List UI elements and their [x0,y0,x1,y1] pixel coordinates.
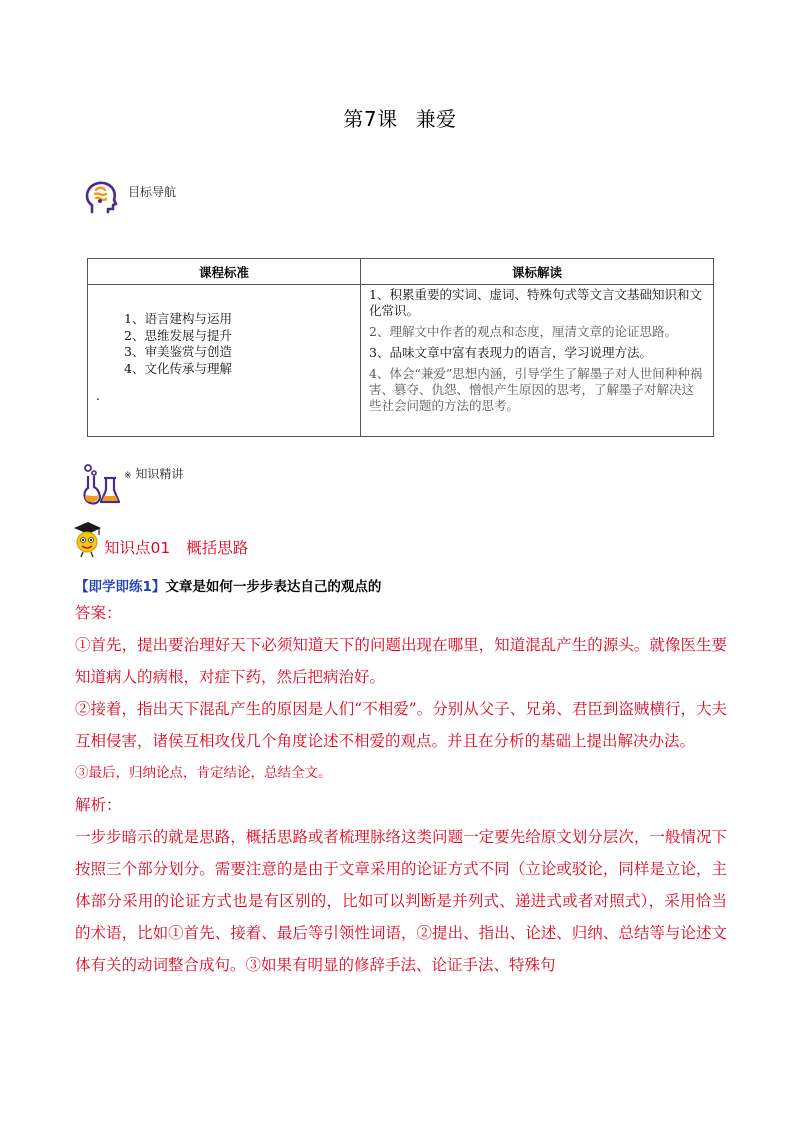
practice-tag: 【即学即练1】 [75,579,166,595]
answer-item: ①首先，提出要治理好天下必须知道天下的问题出现在哪里，知道混乱产生的源头。就像医生要知道病人的病根，对症下药，然后把病治好。 [75,636,727,686]
answer-label: 答案： [75,604,122,622]
stray-dot: . [96,389,100,403]
answer-item: ②接着，指出天下混乱产生的原因是人们“不相爱”。分别从父子、兄弟、君臣到盗贼横行，大夫互相侵害，诸侯互相攻伐几个角度论述不相爱的观点。并且在分析的基础上提出解决办法。 [75,700,727,750]
table-header-interpretation: 课标解读 [361,259,714,285]
head-brain-icon [82,178,122,218]
list-item: 3、审美鉴赏与创造 [124,344,232,359]
table-header-standards: 课程标准 [88,259,361,285]
answer-block [75,597,727,981]
analysis-text: 一步步暗示的就是思路，概括思路或者梳理脉络这类问题一定要先给原文划分层次，一般情况下按照三个部分划分。需要注意的是由于文章采用的论证方式不同（立论或驳论，同样是立论，主体部分采用的论证方式也是有区别的，比如可以判断是并列式、递进式或者对照式），采用恰当的术语，比如①首先、接着、最后等引领性词语，②提出、指出、论述、归纳、总结等与论述文体有关的动词整合成句。③如果有明显的修辞手法、论证手法、特殊句 [75,828,727,974]
lesson-name: 兼爱 [415,107,457,131]
goals-section-header [82,178,176,218]
lesson-number: 第7课 [343,107,398,131]
list-item: 3、品味文章中富有表现力的语言，学习说理方法。 [369,345,652,360]
knowledge-point-title: 知识点01 概括思路 [104,539,249,557]
analysis-label: 解析： [75,796,122,814]
graduate-mascot-icon [72,520,102,558]
standards-table [87,258,714,437]
goals-section-label: 目标导航 [128,184,177,199]
practice-question [75,575,381,595]
answer-item: ③最后，归纳论点，肯定结论，总结全文。 [75,765,332,781]
lab-flask-icon [82,462,122,506]
knowledge-section-label: ※ 知识精讲 [124,466,184,481]
list-item: 2、思维发展与提升 [124,327,232,343]
list-item: 2、理解文中作者的观点和态度，厘清文章的论证思路。 [369,324,677,339]
page-title [0,103,800,132]
list-item: 1、积累重要的实词、虚词、特殊句式等文言文基础知识和文化常识。 [369,287,702,318]
interpretation-cell [361,285,714,437]
standards-cell [88,285,361,437]
knowledge-section-header [82,462,183,506]
knowledge-point-heading [72,520,248,558]
sparkle-icon: ※ [124,470,132,481]
list-item: 1、语言建构与运用 [124,311,232,326]
list-item: 4、体会“兼爱”思想内涵，引导学生了解墨子对人世间种种祸害、篡夺、仇怨、憎恨产生原因的思考，了解墨子对解决这些社会问题的方法的思考。 [369,366,703,413]
practice-question-text: 文章是如何一步步表达自己的观点的 [165,579,382,595]
list-item: 4、文化传承与理解 [124,360,232,376]
standards-list [124,311,232,377]
